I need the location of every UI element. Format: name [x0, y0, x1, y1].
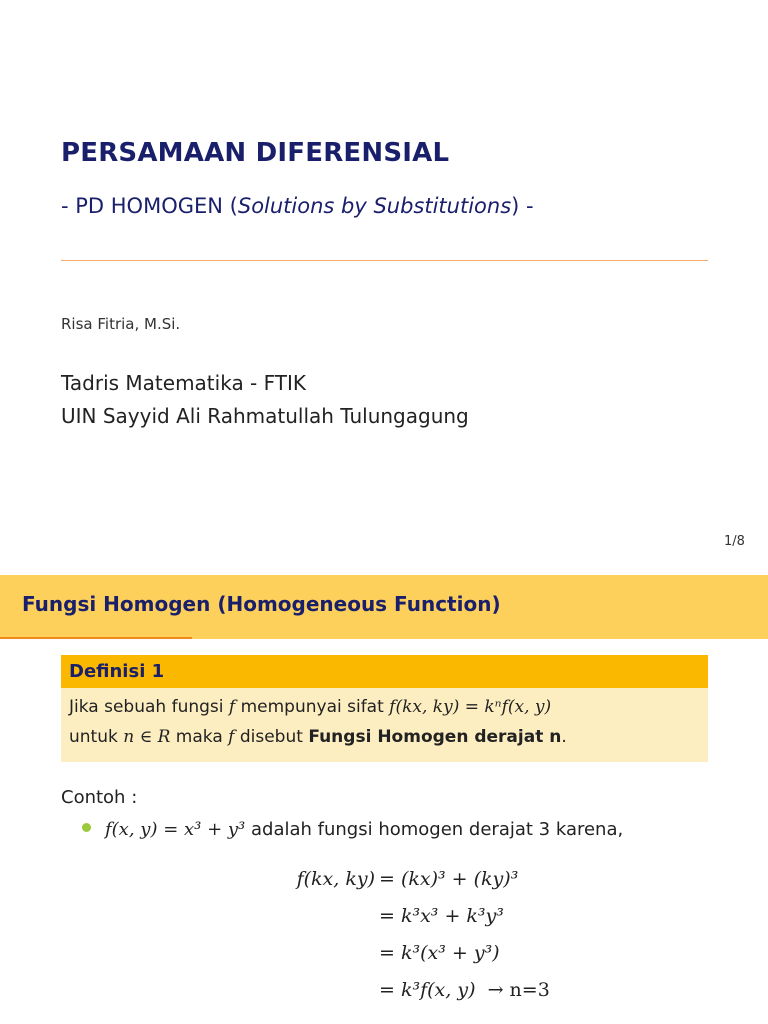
equation-rhs: = k³(x³ + y³)	[379, 942, 500, 964]
equation-rhs: = (kx)³ + (ky)³	[379, 868, 519, 890]
institution-line-1: Tadris Matematika - FTIK	[61, 371, 307, 395]
slide-header-title: Fungsi Homogen (Homogeneous Function)	[22, 592, 501, 616]
degree-note: → n=3	[487, 979, 550, 1001]
equation-row	[250, 972, 550, 1009]
example-math: f(x, y) = x³ + y³	[105, 819, 246, 840]
def-math: f	[228, 727, 235, 747]
def-text: maka	[170, 727, 229, 747]
definition-box	[61, 655, 708, 762]
def-term: Fungsi Homogen derajat n	[308, 727, 562, 747]
equation-rhs: = k³f(x, y)	[379, 979, 476, 1001]
institution-line-2: UIN Sayyid Ali Rahmatullah Tulungagung	[61, 404, 469, 428]
def-text: untuk	[69, 727, 124, 747]
presentation-title: PERSAMAAN DIFERENSIAL	[61, 138, 450, 168]
equation-rhs: = k³x³ + k³y³	[379, 905, 504, 927]
title-divider	[61, 260, 708, 261]
content-slide	[0, 575, 768, 1024]
equation-lhs: f(kx, ky)	[296, 868, 375, 890]
equation-lhs	[250, 898, 375, 935]
def-text: .	[561, 727, 567, 747]
equation-lhs	[250, 935, 375, 972]
definition-heading: Definisi 1	[61, 655, 708, 688]
subtitle-suffix: ) -	[511, 194, 534, 218]
equation-block	[250, 861, 550, 1009]
subtitle-italic: Solutions by Substitutions	[237, 194, 512, 218]
subtitle-prefix: - PD HOMOGEN (	[61, 194, 238, 218]
def-math: f(kx, ky) = kⁿf(x, y)	[389, 697, 552, 717]
author-name: Risa Fitria, M.Si.	[61, 315, 181, 333]
definition-body	[61, 688, 708, 762]
definition-line-2	[69, 722, 700, 752]
def-text: mempunyai sifat	[235, 697, 390, 717]
presentation-subtitle	[61, 194, 534, 218]
equation-row	[250, 898, 550, 935]
equation-row	[250, 935, 550, 972]
slide-header	[0, 575, 768, 639]
equation-lhs	[250, 972, 375, 1009]
definition-line-1	[69, 692, 700, 722]
def-text: disebut	[234, 727, 309, 747]
def-math: n ∈ R	[123, 727, 171, 747]
example-text: adalah fungsi homogen derajat 3 karena,	[245, 819, 624, 840]
institution-block	[61, 367, 469, 433]
page-number: 1/8	[724, 534, 745, 549]
equation-row	[250, 861, 550, 898]
bullet-dot-icon	[82, 823, 91, 832]
equation-rhs-final	[375, 972, 550, 1009]
def-text: Jika sebuah fungsi	[69, 697, 229, 717]
example-bullet	[82, 819, 623, 840]
header-accent-line	[0, 637, 192, 639]
example-label: Contoh :	[61, 787, 138, 808]
def-math: f	[228, 697, 236, 717]
